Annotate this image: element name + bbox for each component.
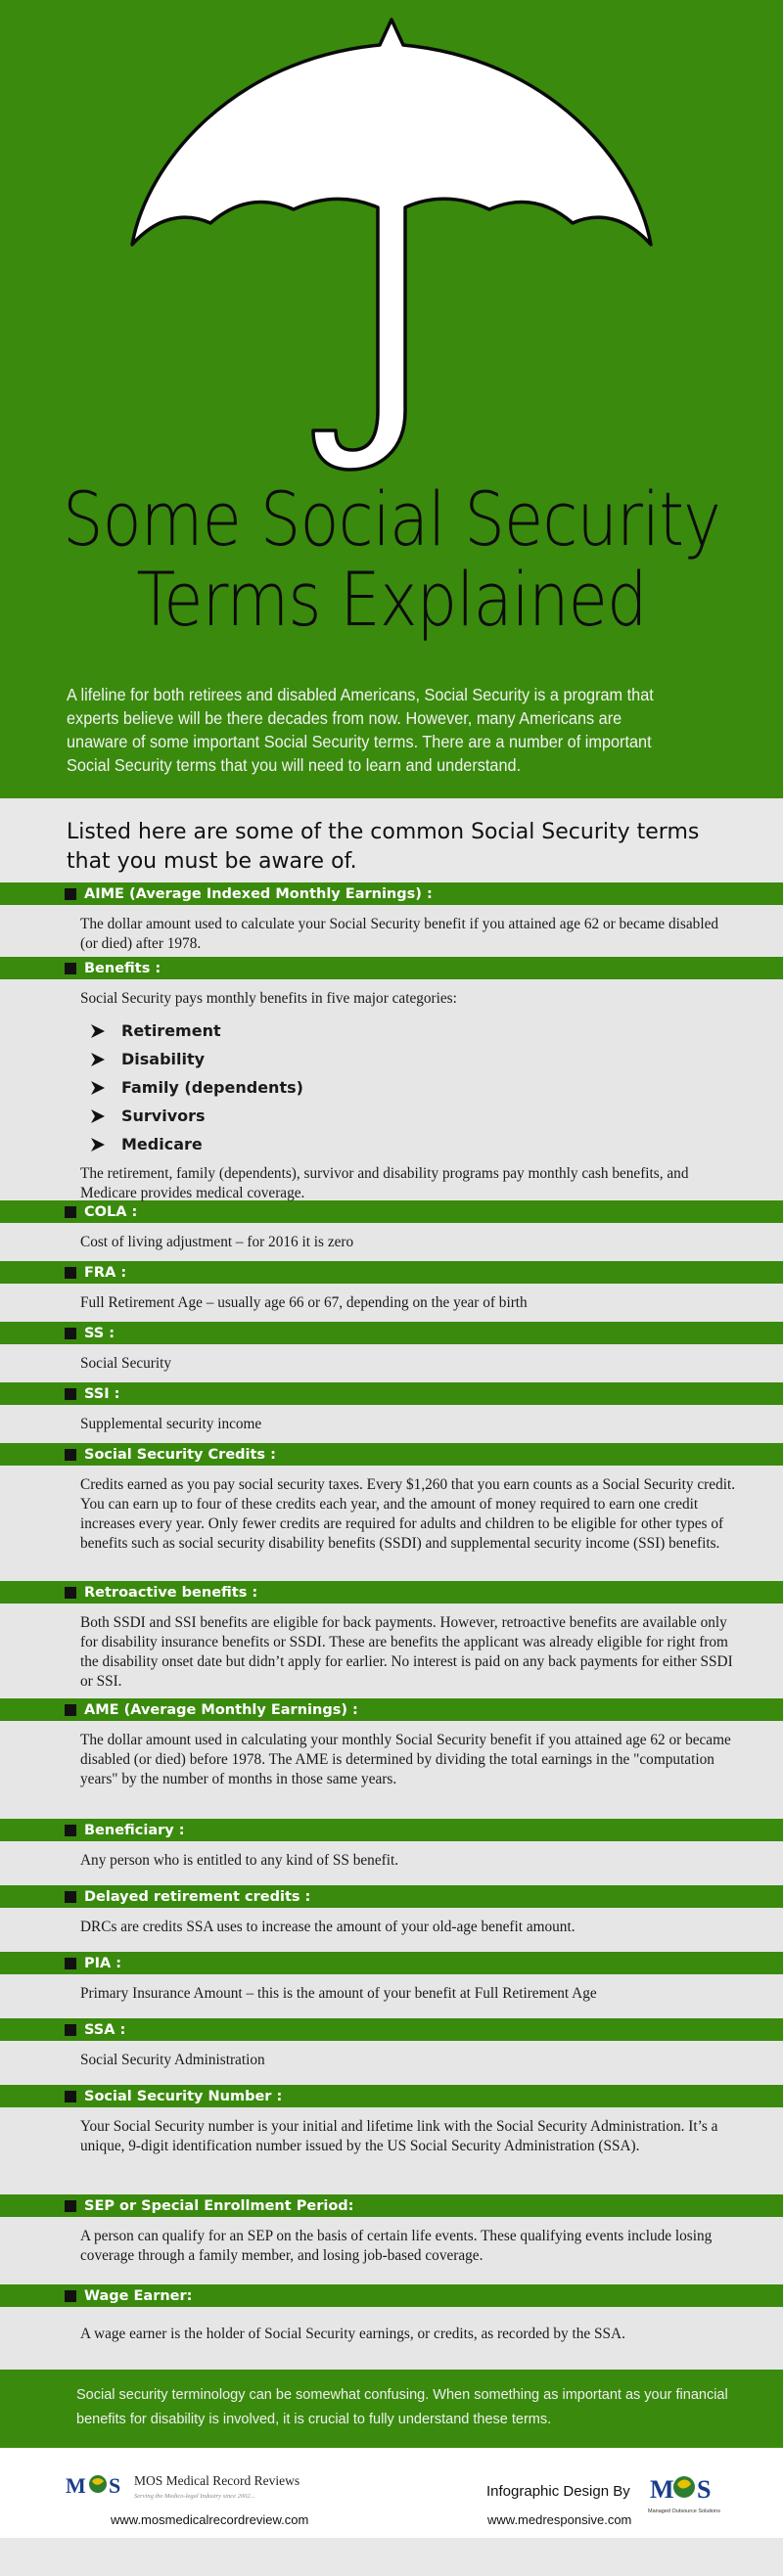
closing-paragraph: Social security terminology can be somewhat confusing. When something as important as your financial benefits for disability is involved, it is crucial to fully understand these terms. (0, 2370, 783, 2448)
bullet-square-icon (65, 1958, 76, 1969)
title-line-2: Terms Explained (136, 556, 647, 643)
list-item (90, 1073, 736, 1102)
term-text: Full Retirement Age – usually age 66 or 67, depending on the year of birth (80, 1294, 528, 1311)
brand-name: MOS Medical Record Reviews (134, 2473, 300, 2488)
list-item (90, 1017, 736, 1045)
svg-text:S: S (697, 2475, 712, 2504)
term-label: Benefits : (84, 960, 161, 976)
mos-logo-icon (64, 2467, 132, 2514)
term-header (0, 1382, 783, 1405)
term-definition (0, 2217, 783, 2284)
bullet-square-icon (65, 1267, 76, 1279)
term-definition (0, 1604, 783, 1698)
bullet-square-icon (65, 1891, 76, 1903)
term-wage-earner (0, 2284, 783, 2370)
term-text: The dollar amount used to calculate your Social Security benefit if you attained age 62 or became disabled (or died) after 1978. (80, 916, 719, 952)
bullet-square-icon (65, 1825, 76, 1836)
term-header (0, 2085, 783, 2107)
term-pia (0, 1952, 783, 2018)
brand-tagline: Serving the Medico-legal Industry since 2002... (134, 2493, 255, 2500)
term-ame (0, 1698, 783, 1819)
term-ssi (0, 1382, 783, 1443)
term-label: SSI : (84, 1385, 120, 1402)
list-item (90, 1102, 736, 1130)
term-header (0, 957, 783, 979)
list-item-label: Family (dependents) (121, 1078, 303, 1097)
list-item (90, 1130, 736, 1158)
term-text-after: The retirement, family (dependents), survivor and disability programs pay monthly cash benefits, and Medicare provides medical coverage. (80, 1165, 689, 1201)
term-definition (0, 1466, 783, 1581)
term-header (0, 2284, 783, 2307)
term-definition (0, 1344, 783, 1382)
term-header (0, 1322, 783, 1344)
term-text: Both SSDI and SSI benefits are eligible for back payments. However, retroactive benefits are available only for disability insurance benefits or SSDI. These are benefits the applicant was already eligible for right from the disability onset date but didn’t apply for earlier. No interest is paid on any back payments for either SSDI or SSI. (80, 1614, 733, 1690)
term-definition (0, 2107, 783, 2194)
term-text: Social Security Administration (80, 2052, 265, 2068)
term-header (0, 2018, 783, 2041)
term-text: Social Security (80, 1355, 172, 1372)
term-label: Delayed retirement credits : (84, 1888, 311, 1905)
arrow-right-icon (90, 1052, 106, 1067)
term-benefits (0, 957, 783, 1200)
arrow-right-icon (90, 1108, 106, 1124)
term-text: A wage earner is the holder of Social Security earnings, or credits, as recorded by the SSA. (80, 2326, 625, 2342)
term-header (0, 882, 783, 905)
term-beneficiary (0, 1819, 783, 1885)
term-ss (0, 1322, 783, 1382)
term-definition (0, 1284, 783, 1322)
term-text: The dollar amount used in calculating your monthly Social Security benefit if you attained age 62 or became disabled (or died) before 1978. The AME is determined by dividing the total earnings in the "computation years" by the number of months in those same years. (80, 1732, 731, 1787)
bullet-square-icon (65, 1587, 76, 1599)
term-header (0, 1200, 783, 1223)
term-definition (0, 2307, 783, 2370)
term-cola (0, 1200, 783, 1261)
term-label: Social Security Number : (84, 2088, 283, 2104)
design-credit: Infographic Design By (486, 2483, 630, 2500)
bullet-square-icon (65, 2024, 76, 2036)
term-definition (0, 1223, 783, 1261)
term-definition (0, 1841, 783, 1885)
term-header (0, 1819, 783, 1841)
title-line-1: Some Social Security (63, 475, 720, 563)
term-text: Primary Insurance Amount – this is the amount of your benefit at Full Retirement Age (80, 1985, 597, 2002)
list-item-label: Disability (121, 1050, 206, 1068)
term-social-security-credits (0, 1443, 783, 1581)
bullet-square-icon (65, 2200, 76, 2212)
term-text: Your Social Security number is your initial and lifetime link with the Social Security Administration. It’s a unique, 9-digit identification number issued by the US Social Security Administration (SSA). (80, 2118, 718, 2154)
term-sep (0, 2194, 783, 2284)
term-label: Wage Earner: (84, 2287, 193, 2304)
arrow-right-icon (90, 1137, 106, 1152)
term-text: Credits earned as you pay social security taxes. Every $1,260 that you earn counts as a Social Security credit. You can earn up to four of these credits each year, and the amount of money required to earn one credit increases every year. Only fewer credits are required for adults and children to be eligible for other types of benefits such as social security disability benefits (SSDI) and supplemental security income (SSI) benefits. (80, 1476, 736, 1552)
term-label: Social Security Credits : (84, 1446, 276, 1463)
term-ssa (0, 2018, 783, 2085)
list-item-label: Survivors (121, 1107, 206, 1125)
list-item-label: Medicare (121, 1135, 203, 1153)
bullet-square-icon (65, 963, 76, 974)
term-label: Retroactive benefits : (84, 1584, 258, 1601)
term-social-security-number (0, 2085, 783, 2194)
term-text: Social Security pays monthly benefits in five major categories: (80, 990, 457, 1007)
bullet-square-icon (65, 1704, 76, 1716)
term-aime (0, 882, 783, 957)
term-retroactive-benefits (0, 1581, 783, 1698)
term-definition (0, 1908, 783, 1952)
umbrella-icon (0, 0, 783, 489)
term-text: A person can qualify for an SEP on the basis of certain life events. These qualifying events include losing coverage through a family member, and losing job-based coverage. (80, 2228, 713, 2264)
term-label: FRA : (84, 1264, 127, 1281)
footer (0, 2448, 783, 2538)
term-header (0, 1443, 783, 1466)
term-label: PIA : (84, 1955, 122, 1971)
term-fra (0, 1261, 783, 1322)
intro-paragraph: A lifeline for both retirees and disabled Americans, Social Security is a program that experts believe will be there decades from now. However, many Americans are unaware of some important Social Security terms. There are a number of important Social Security terms that you will need to learn and understand. (67, 685, 654, 775)
term-text: DRCs are credits SSA uses to increase the amount of your old-age benefit amount. (80, 1919, 576, 1935)
term-definition (0, 979, 783, 1200)
term-label: SEP or Special Enrollment Period: (84, 2197, 354, 2214)
term-text: Supplemental security income (80, 1416, 262, 1432)
arrow-right-icon (90, 1023, 106, 1039)
term-definition (0, 1974, 783, 2018)
arrow-right-icon (90, 1080, 106, 1096)
term-definition (0, 1405, 783, 1443)
list-item-label: Retirement (121, 1021, 221, 1040)
term-label: AME (Average Monthly Earnings) : (84, 1701, 358, 1718)
term-label: SSA : (84, 2021, 126, 2038)
svg-text:S: S (109, 2473, 121, 2498)
bullet-square-icon (65, 1449, 76, 1461)
svg-text:M: M (650, 2475, 674, 2504)
lead-heading: Listed here are some of the common Social Security terms that you must be aware of. (0, 798, 783, 882)
term-definition (0, 905, 783, 957)
terms-list (0, 882, 783, 2370)
term-header (0, 1261, 783, 1284)
hero-banner (0, 0, 783, 798)
term-label: AIME (Average Indexed Monthly Earnings) : (84, 885, 433, 902)
page-title (55, 475, 728, 643)
svg-text:M: M (66, 2473, 86, 2498)
benefit-categories (90, 1017, 736, 1158)
term-delayed-retirement-credits (0, 1885, 783, 1952)
bullet-square-icon (65, 2290, 76, 2302)
svg-text:Managed Outsource Solutions: Managed Outsource Solutions (648, 2508, 720, 2514)
bullet-square-icon (65, 1206, 76, 1218)
term-text: Cost of living adjustment – for 2016 it is zero (80, 1234, 354, 1250)
term-header (0, 1952, 783, 1974)
term-label: Beneficiary : (84, 1822, 185, 1838)
term-header (0, 1885, 783, 1908)
term-definition (0, 1721, 783, 1819)
term-label: COLA : (84, 1203, 138, 1220)
bullet-square-icon (65, 1388, 76, 1400)
website-link-right[interactable]: www.medresponsive.com (487, 2512, 632, 2527)
term-header (0, 1581, 783, 1604)
term-header (0, 1698, 783, 1721)
website-link-left[interactable]: www.mosmedicalrecordreview.com (111, 2512, 309, 2527)
term-label: SS : (84, 1325, 115, 1341)
term-definition (0, 2041, 783, 2085)
bullet-square-icon (65, 2091, 76, 2102)
term-header (0, 2194, 783, 2217)
bullet-square-icon (65, 1328, 76, 1339)
term-text: Any person who is entitled to any kind of SS benefit. (80, 1852, 399, 1869)
bullet-square-icon (65, 888, 76, 900)
list-item (90, 1045, 736, 1073)
mos-logo-icon (646, 2465, 722, 2524)
